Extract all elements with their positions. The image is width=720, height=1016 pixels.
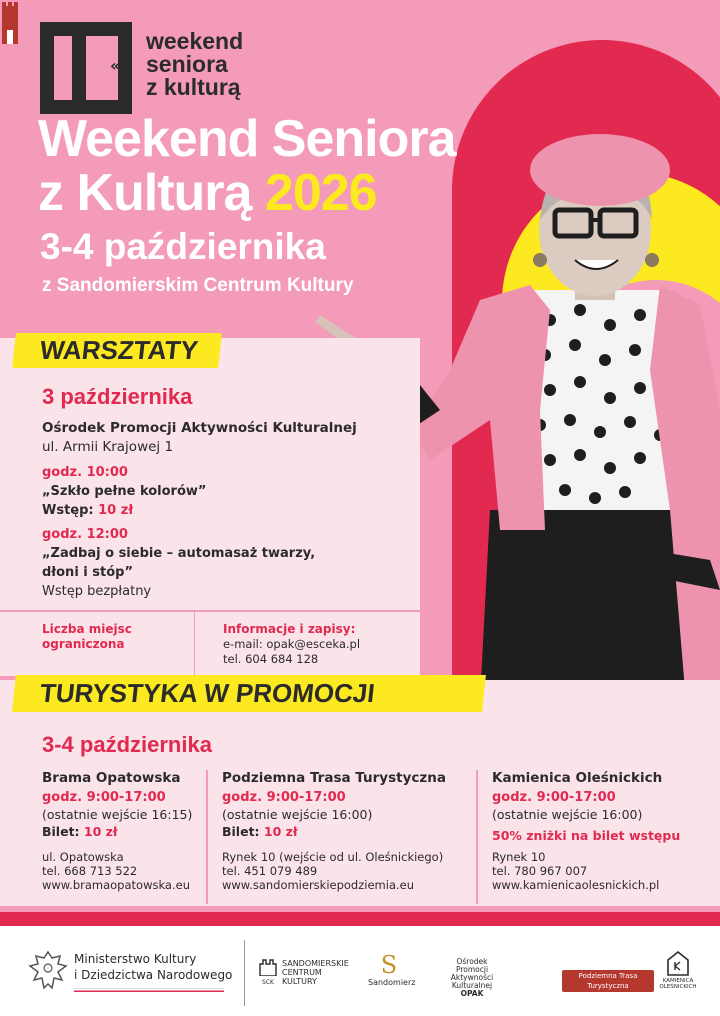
place-promo: 50% zniżki na bilet wstępu xyxy=(492,828,681,843)
event-time: godz. 10:00 xyxy=(42,465,128,480)
tourism-banner: TURYSTYKA W PROMOCJI xyxy=(12,675,486,712)
place-name: Brama Opatowska xyxy=(42,770,181,786)
place-website[interactable]: www.bramaopatowska.eu xyxy=(42,878,190,892)
contact-phone[interactable]: tel. 604 684 128 xyxy=(223,652,319,666)
opak-line-3: Aktywności xyxy=(450,973,494,982)
event-title-line-2: dłoni i stóp” xyxy=(42,565,134,580)
limited-seats-note xyxy=(0,612,195,676)
ticket-value: 10 zł xyxy=(263,824,298,839)
sck-line-3: KULTURY xyxy=(282,977,317,986)
place-phone[interactable]: tel. 668 713 522 xyxy=(42,864,138,878)
column-divider xyxy=(206,770,208,904)
sandomierz-logo xyxy=(368,951,416,987)
brama-opatowska-tower-icon xyxy=(0,0,20,44)
kamienica-line-1: KAMIENICA xyxy=(662,978,694,984)
column-divider xyxy=(476,770,478,904)
place-last-entry: (ostatnie wejście 16:15) xyxy=(42,807,193,822)
workshops-banner: WARSZTATY xyxy=(12,333,222,368)
workshops-date: 3 października xyxy=(42,384,193,409)
sck-abbr: SCK xyxy=(262,979,274,986)
workshops-venue xyxy=(42,419,357,457)
place-ticket xyxy=(222,823,472,840)
event-fee-label: Wstęp: xyxy=(42,503,99,518)
limit-line-2: ograniczona xyxy=(42,637,125,651)
opak-line-4: Kulturalnej xyxy=(451,981,493,990)
logo-line-2: seniora xyxy=(146,51,228,77)
place-contact xyxy=(492,850,659,892)
place-name: Podziemna Trasa Turystyczna xyxy=(222,770,446,786)
logo-k-mark-icon: « xyxy=(40,22,132,114)
event-subtitle: z Sandomierskim Centrum Kultury xyxy=(42,275,354,296)
place-website[interactable]: www.kamienicaolesnickich.pl xyxy=(492,878,660,892)
place-phone[interactable]: tel. 451 079 489 xyxy=(222,864,318,878)
logo-line-3: z kulturą xyxy=(146,74,241,100)
kamienica-house-icon xyxy=(666,950,690,976)
event-fee xyxy=(42,501,206,520)
opak-abbr: OPAK xyxy=(460,989,484,998)
place-address: Rynek 10 xyxy=(492,850,546,864)
event-title-line-1: „Zadbaj o siebie – automasaż twarzy, xyxy=(42,546,316,561)
ministry-line-1: Ministerstwo Kultury xyxy=(74,952,197,966)
event-title: „Szkło pełne kolorów” xyxy=(42,484,207,499)
title-year: 2026 xyxy=(264,164,377,222)
sck-line-1: SANDOMIERSKIE xyxy=(282,959,349,968)
place-contact xyxy=(42,850,190,892)
ministry-logo-text xyxy=(74,951,232,983)
contact-info xyxy=(195,612,360,676)
polish-eagle-icon xyxy=(28,948,68,994)
footer-separator xyxy=(244,940,245,1006)
tourism-date: 3-4 października xyxy=(42,732,212,757)
ticket-label: Bilet: xyxy=(42,824,84,839)
place-hours: godz. 9:00-17:00 xyxy=(492,790,616,805)
place-last-entry: (ostatnie wejście 16:00) xyxy=(492,807,643,822)
event-fee-value: 10 zł xyxy=(98,503,134,518)
sandomierz-s-icon: S xyxy=(380,951,398,979)
place-hours: godz. 9:00-17:00 xyxy=(42,790,166,805)
sck-castle-icon xyxy=(258,958,278,976)
info-panel xyxy=(0,612,420,676)
footer-stripe xyxy=(0,912,720,926)
place-contact xyxy=(222,850,443,892)
place-last-entry: (ostatnie wejście 16:00) xyxy=(222,807,373,822)
event-fee: Wstęp bezpłatny xyxy=(42,584,152,599)
opak-logo xyxy=(426,958,518,998)
workshop-event xyxy=(42,525,315,601)
sck-line-2: CENTRUM xyxy=(282,968,322,977)
ministry-flag-stripe xyxy=(74,988,224,992)
ticket-value: 10 zł xyxy=(83,824,118,839)
place-name: Kamienica Oleśnickich xyxy=(492,770,663,786)
tourism-place-kamienica-olesnickich xyxy=(492,770,712,900)
limit-line-1: Liczba miejsc xyxy=(42,622,132,636)
logo-line-1: weekend xyxy=(146,28,244,54)
place-website[interactable]: www.sandomierskiepodziemia.eu xyxy=(222,878,415,892)
opak-line-1: Ośrodek xyxy=(456,957,488,966)
title-line-1: Weekend Seniora xyxy=(38,110,456,168)
logo-text xyxy=(146,30,243,99)
sck-name xyxy=(282,959,349,986)
sandomierz-name: Sandomierz xyxy=(368,978,416,987)
kamienica-olesnickich-logo xyxy=(658,950,698,990)
kamienica-line-2: OLEŚNICKICH xyxy=(659,984,697,990)
venue-address: ul. Armii Krajowej 1 xyxy=(42,439,174,455)
title-line-2-text: z Kulturą xyxy=(38,164,265,222)
venue-name: Ośrodek Promocji Aktywności Kulturalnej xyxy=(42,420,357,436)
event-logo xyxy=(40,22,243,114)
tourism-place-podziemna-trasa xyxy=(222,770,472,900)
workshop-event xyxy=(42,463,206,520)
ministry-line-2: i Dziedzictwa Narodowego xyxy=(74,968,233,982)
sck-logo xyxy=(258,958,349,987)
place-address: ul. Opatowska xyxy=(42,850,124,864)
place-ticket xyxy=(42,823,202,840)
podziemna-trasa-logo: Podziemna Trasa Turystyczna xyxy=(562,970,654,992)
opak-line-2: Promocji xyxy=(455,965,489,974)
contact-email[interactable]: e-mail: opak@esceka.pl xyxy=(223,637,361,651)
place-phone[interactable]: tel. 780 967 007 xyxy=(492,864,588,878)
place-hours: godz. 9:00-17:00 xyxy=(222,790,346,805)
ticket-label: Bilet: xyxy=(222,824,264,839)
place-address: Rynek 10 (wejście od ul. Oleśnickiego) xyxy=(222,850,444,864)
sck-emblem xyxy=(258,958,278,987)
contact-heading: Informacje i zapisy: xyxy=(223,622,356,636)
event-dates: 3-4 października xyxy=(40,226,326,267)
tourism-place-brama-opatowska xyxy=(42,770,202,900)
event-time: godz. 12:00 xyxy=(42,527,128,542)
